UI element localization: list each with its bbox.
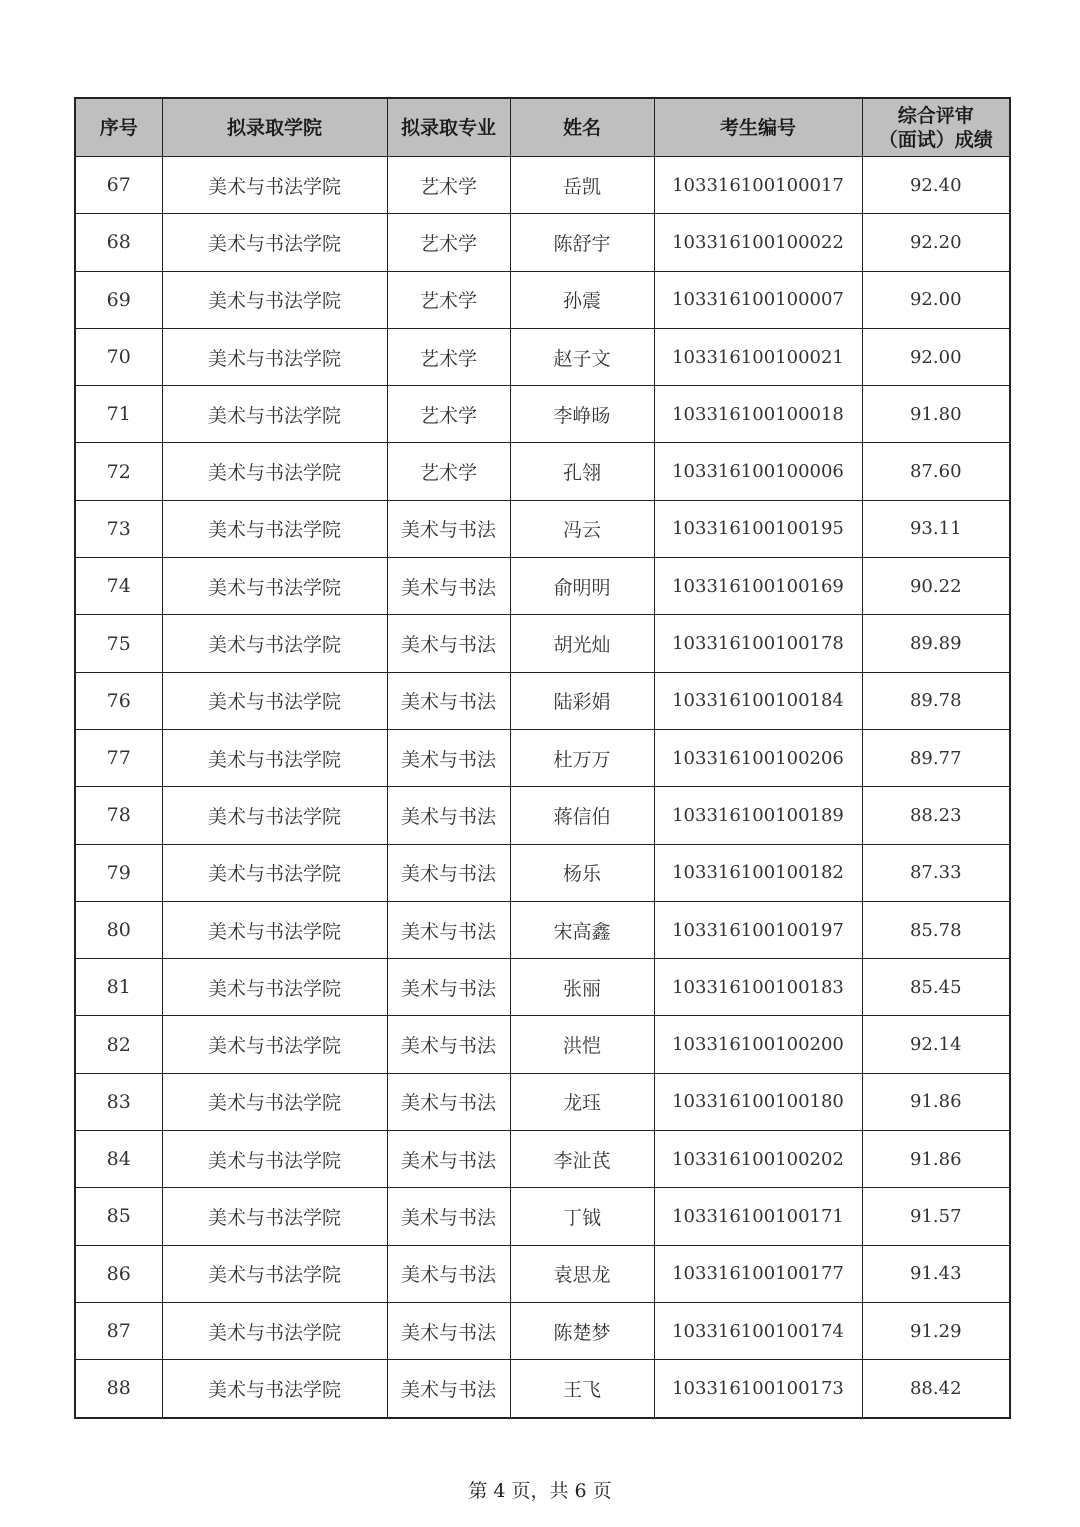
cell-seq: 80: [75, 901, 162, 958]
cell-seq: 82: [75, 1016, 162, 1073]
cell-exam-id: 103316100100018: [654, 386, 862, 443]
table-row: [75, 729, 1010, 786]
cell-exam-id: 103316100100171: [654, 1188, 862, 1245]
cell-seq: 81: [75, 959, 162, 1016]
cell-major: 艺术学: [387, 271, 510, 328]
cell-name: 王飞: [510, 1360, 654, 1418]
cell-score: 92.14: [862, 1016, 1010, 1073]
cell-exam-id: 103316100100182: [654, 844, 862, 901]
table-header-row: [75, 98, 1010, 157]
cell-seq: 67: [75, 157, 162, 214]
cell-major: 美术与书法: [387, 787, 510, 844]
table-row: [75, 672, 1010, 729]
cell-college: 美术与书法学院: [162, 729, 387, 786]
cell-seq: 76: [75, 672, 162, 729]
cell-exam-id: 103316100100200: [654, 1016, 862, 1073]
table-row: [75, 615, 1010, 672]
cell-major: 美术与书法: [387, 615, 510, 672]
cell-seq: 88: [75, 1360, 162, 1418]
table-row: [75, 500, 1010, 557]
table-row: [75, 1360, 1010, 1418]
cell-major: 美术与书法: [387, 1302, 510, 1359]
cell-name: 孔翎: [510, 443, 654, 500]
cell-college: 美术与书法学院: [162, 157, 387, 214]
cell-seq: 84: [75, 1131, 162, 1188]
cell-exam-id: 103316100100197: [654, 901, 862, 958]
cell-major: 美术与书法: [387, 959, 510, 1016]
cell-major: 美术与书法: [387, 1188, 510, 1245]
cell-score: 85.45: [862, 959, 1010, 1016]
cell-name: 陈舒宇: [510, 214, 654, 271]
cell-name: 洪恺: [510, 1016, 654, 1073]
table-body: [75, 157, 1010, 1418]
cell-major: 美术与书法: [387, 1073, 510, 1130]
cell-exam-id: 103316100100169: [654, 558, 862, 615]
cell-name: 宋高鑫: [510, 901, 654, 958]
cell-name: 李峥旸: [510, 386, 654, 443]
cell-major: 美术与书法: [387, 558, 510, 615]
page-footer: 第 4 页，共 6 页: [468, 1480, 612, 1502]
cell-score: 89.78: [862, 672, 1010, 729]
header-score: [862, 98, 1010, 157]
cell-college: 美术与书法学院: [162, 1016, 387, 1073]
table-row: [75, 558, 1010, 615]
cell-exam-id: 103316100100206: [654, 729, 862, 786]
cell-name: 袁思龙: [510, 1245, 654, 1302]
header-major: 拟录取专业: [387, 98, 510, 157]
cell-college: 美术与书法学院: [162, 1073, 387, 1130]
cell-score: 93.11: [862, 500, 1010, 557]
table-row: [75, 901, 1010, 958]
cell-major: 艺术学: [387, 443, 510, 500]
cell-college: 美术与书法学院: [162, 328, 387, 385]
cell-seq: 77: [75, 729, 162, 786]
cell-college: 美术与书法学院: [162, 1302, 387, 1359]
header-score-line2: （面试）成绩: [878, 128, 993, 151]
cell-name: 张丽: [510, 959, 654, 1016]
cell-seq: 74: [75, 558, 162, 615]
table-row: [75, 1131, 1010, 1188]
cell-exam-id: 103316100100189: [654, 787, 862, 844]
cell-exam-id: 103316100100022: [654, 214, 862, 271]
cell-name: 杨乐: [510, 844, 654, 901]
cell-major: 美术与书法: [387, 1131, 510, 1188]
header-exam-id: 考生编号: [654, 98, 862, 157]
cell-major: 艺术学: [387, 214, 510, 271]
cell-score: 92.00: [862, 271, 1010, 328]
cell-seq: 72: [75, 443, 162, 500]
cell-name: 杜万万: [510, 729, 654, 786]
table-row: [75, 1188, 1010, 1245]
cell-score: 89.89: [862, 615, 1010, 672]
cell-name: 冯云: [510, 500, 654, 557]
cell-score: 91.86: [862, 1131, 1010, 1188]
cell-score: 92.00: [862, 328, 1010, 385]
cell-exam-id: 103316100100180: [654, 1073, 862, 1130]
cell-exam-id: 103316100100183: [654, 959, 862, 1016]
cell-college: 美术与书法学院: [162, 500, 387, 557]
cell-major: 美术与书法: [387, 901, 510, 958]
cell-name: 赵子文: [510, 328, 654, 385]
table-row: [75, 443, 1010, 500]
cell-exam-id: 103316100100195: [654, 500, 862, 557]
table-row: [75, 1073, 1010, 1130]
cell-college: 美术与书法学院: [162, 1131, 387, 1188]
cell-name: 俞明明: [510, 558, 654, 615]
admission-table: [74, 97, 1011, 1419]
table-row: [75, 271, 1010, 328]
cell-college: 美术与书法学院: [162, 787, 387, 844]
cell-score: 87.33: [862, 844, 1010, 901]
cell-college: 美术与书法学院: [162, 959, 387, 1016]
cell-major: 美术与书法: [387, 1245, 510, 1302]
cell-exam-id: 103316100100184: [654, 672, 862, 729]
cell-college: 美术与书法学院: [162, 1360, 387, 1418]
header-college: 拟录取学院: [162, 98, 387, 157]
cell-name: 李沚芪: [510, 1131, 654, 1188]
cell-college: 美术与书法学院: [162, 386, 387, 443]
cell-college: 美术与书法学院: [162, 1245, 387, 1302]
cell-name: 孙震: [510, 271, 654, 328]
header-score-line1: 综合评审: [897, 104, 974, 127]
cell-college: 美术与书法学院: [162, 1188, 387, 1245]
cell-score: 85.78: [862, 901, 1010, 958]
cell-seq: 87: [75, 1302, 162, 1359]
cell-score: 89.77: [862, 729, 1010, 786]
cell-score: 92.20: [862, 214, 1010, 271]
cell-major: 美术与书法: [387, 1360, 510, 1418]
cell-name: 陈楚梦: [510, 1302, 654, 1359]
cell-college: 美术与书法学院: [162, 214, 387, 271]
cell-name: 陆彩娟: [510, 672, 654, 729]
header-name: 姓名: [510, 98, 654, 157]
cell-exam-id: 103316100100007: [654, 271, 862, 328]
cell-score: 88.23: [862, 787, 1010, 844]
table-row: [75, 328, 1010, 385]
cell-seq: 85: [75, 1188, 162, 1245]
cell-major: 艺术学: [387, 328, 510, 385]
cell-score: 90.22: [862, 558, 1010, 615]
table-row: [75, 157, 1010, 214]
cell-score: 91.80: [862, 386, 1010, 443]
table-row: [75, 386, 1010, 443]
cell-exam-id: 103316100100173: [654, 1360, 862, 1418]
cell-seq: 69: [75, 271, 162, 328]
cell-college: 美术与书法学院: [162, 271, 387, 328]
table-row: [75, 1016, 1010, 1073]
cell-exam-id: 103316100100202: [654, 1131, 862, 1188]
cell-major: 艺术学: [387, 386, 510, 443]
cell-seq: 79: [75, 844, 162, 901]
cell-major: 艺术学: [387, 157, 510, 214]
cell-seq: 68: [75, 214, 162, 271]
header-seq: 序号: [75, 98, 162, 157]
cell-name: 蒋信伯: [510, 787, 654, 844]
cell-score: 87.60: [862, 443, 1010, 500]
cell-college: 美术与书法学院: [162, 558, 387, 615]
cell-major: 美术与书法: [387, 1016, 510, 1073]
cell-name: 胡光灿: [510, 615, 654, 672]
cell-name: 龙珏: [510, 1073, 654, 1130]
cell-exam-id: 103316100100178: [654, 615, 862, 672]
table-row: [75, 1302, 1010, 1359]
cell-college: 美术与书法学院: [162, 901, 387, 958]
cell-exam-id: 103316100100177: [654, 1245, 862, 1302]
table-row: [75, 214, 1010, 271]
cell-college: 美术与书法学院: [162, 844, 387, 901]
cell-score: 91.43: [862, 1245, 1010, 1302]
cell-score: 91.29: [862, 1302, 1010, 1359]
cell-score: 88.42: [862, 1360, 1010, 1418]
cell-seq: 71: [75, 386, 162, 443]
cell-major: 美术与书法: [387, 672, 510, 729]
cell-major: 美术与书法: [387, 500, 510, 557]
cell-seq: 75: [75, 615, 162, 672]
cell-score: 91.57: [862, 1188, 1010, 1245]
cell-score: 92.40: [862, 157, 1010, 214]
cell-college: 美术与书法学院: [162, 672, 387, 729]
table-row: [75, 959, 1010, 1016]
table-row: [75, 844, 1010, 901]
cell-seq: 78: [75, 787, 162, 844]
cell-seq: 83: [75, 1073, 162, 1130]
cell-major: 美术与书法: [387, 844, 510, 901]
cell-name: 丁钺: [510, 1188, 654, 1245]
cell-score: 91.86: [862, 1073, 1010, 1130]
cell-seq: 86: [75, 1245, 162, 1302]
cell-college: 美术与书法学院: [162, 615, 387, 672]
cell-seq: 73: [75, 500, 162, 557]
cell-exam-id: 103316100100174: [654, 1302, 862, 1359]
cell-exam-id: 103316100100006: [654, 443, 862, 500]
cell-exam-id: 103316100100017: [654, 157, 862, 214]
cell-college: 美术与书法学院: [162, 443, 387, 500]
cell-exam-id: 103316100100021: [654, 328, 862, 385]
table-row: [75, 1245, 1010, 1302]
cell-name: 岳凯: [510, 157, 654, 214]
cell-major: 美术与书法: [387, 729, 510, 786]
table-row: [75, 787, 1010, 844]
cell-seq: 70: [75, 328, 162, 385]
